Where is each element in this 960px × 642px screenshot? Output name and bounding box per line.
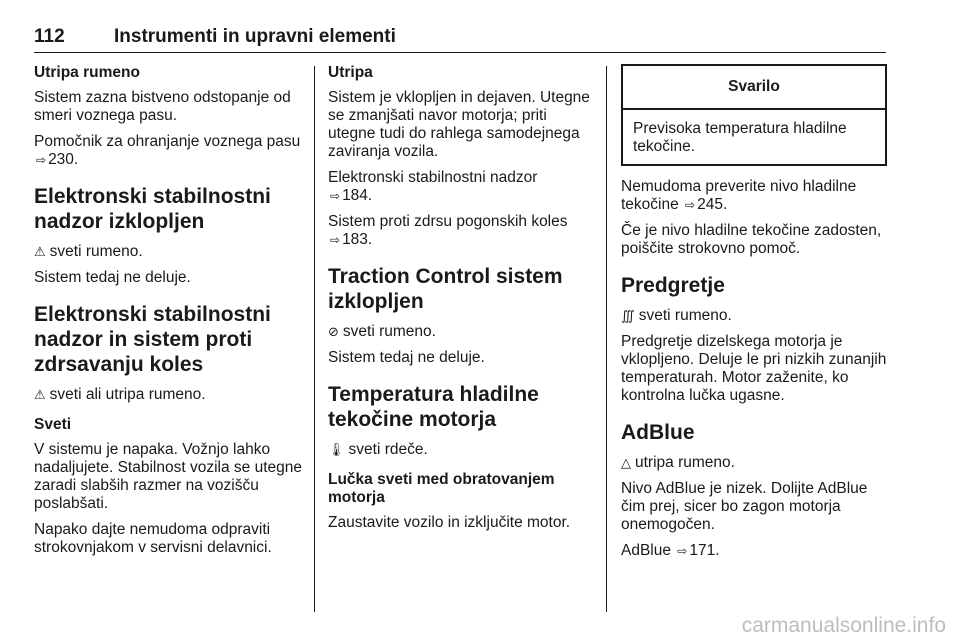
- text-lane-deviation: Sistem zazna bistveno odstopanje od smeri voznega pasu.: [34, 89, 291, 124]
- watermark: carmanualsonline.info: [741, 614, 946, 637]
- text-adblue-desc: Nivo AdBlue je nizek. Dolijte AdBlue čim prej, sicer bo zagon motorja onemogočen.: [621, 480, 868, 533]
- page-number: 112: [34, 26, 65, 47]
- text-fault-repair: Napako dajte nemudoma odpraviti strokovnjakom v servisni delavnici.: [34, 521, 272, 556]
- heading-esc-off: Elektronski stabilnostni nadzor izklopljen: [34, 185, 271, 233]
- ref-page[interactable]: 230.: [48, 151, 79, 168]
- column-1: [34, 64, 302, 565]
- heading-esc-tc: Elektronski stabilnostni nadzor in sistem proti zdrsavanju koles: [34, 303, 271, 376]
- text-esc-tc-status: ⚠ sveti ali utripa rumeno.: [34, 386, 206, 403]
- arrow-right-icon: ⇨: [330, 233, 341, 247]
- heading-adblue: AdBlue: [621, 421, 695, 444]
- ref-page[interactable]: 245.: [697, 196, 728, 213]
- text-coolant-status: 🌡 sveti rdeče.: [328, 441, 428, 458]
- coolant-temp-icon: 🌡: [328, 442, 345, 457]
- heading-tc-off: Traction Control sistem izklopljen: [328, 265, 563, 313]
- column-divider-1: [314, 66, 315, 612]
- text-preheat-status: ∭ sveti rumeno.: [621, 307, 732, 324]
- text-seek-help: Če je nivo hladilne tekočine zadosten, poiščite strokovno pomoč.: [621, 222, 882, 257]
- heading-preheat: Predgretje: [621, 274, 725, 297]
- text-fault: V sistemu je napaka. Vožnjo lahko nadaljujete. Stabilnost vozila se utegne zaradi slabših razmer na vozišču poslabšati.: [34, 441, 302, 512]
- page-title: Instrumenti in upravni elementi: [114, 26, 396, 47]
- text-adblue-ref: AdBlue ⇨ 171.: [621, 542, 720, 559]
- text-tc-off-desc: Sistem tedaj ne deluje.: [328, 349, 485, 366]
- text-esc-ref: Elektronski stabilnostni nadzor ⇨ 184.: [328, 169, 538, 204]
- text-adblue-status: △ utripa rumeno.: [621, 454, 735, 471]
- text-tc-off-status: ⊘ sveti rumeno.: [328, 323, 436, 340]
- warning-box: [621, 64, 887, 166]
- column-divider-2: [606, 66, 607, 612]
- heading-coolant-temp: Temperatura hladilne tekočine motorja: [328, 383, 539, 431]
- esc-tc-icon: ⚠: [34, 387, 46, 402]
- ref-text: Pomočnik za ohranjanje voznega pasu: [34, 133, 301, 150]
- text-esc-off-status: ⚠ sveti rumeno.: [34, 243, 143, 260]
- text-tc-ref: Sistem proti zdrsu pogonskih koles ⇨ 183.: [328, 213, 568, 248]
- warning-body: Previsoka temperatura hladilne tekočine.: [633, 120, 847, 155]
- text-esc-off-desc: Sistem tedaj ne deluje.: [34, 269, 191, 286]
- column-2: [328, 64, 590, 540]
- heading-flash-yellow: Utripa rumeno: [34, 64, 140, 81]
- arrow-right-icon: ⇨: [685, 198, 696, 212]
- text-stop-vehicle: Zaustavite vozilo in izključite motor.: [328, 514, 571, 531]
- arrow-right-icon: ⇨: [677, 544, 688, 558]
- heading-lit: Sveti: [34, 416, 72, 433]
- page-header: [34, 26, 886, 54]
- text-system-active: Sistem je vklopljen in dejaven. Utegne se zmanjšati navor motorja; priti utegne tudi do rahlega samodejnega zaviranja vozila.: [328, 89, 590, 160]
- heading-lit-running: Lučka sveti med obratovanjem motorja: [328, 471, 555, 506]
- esc-off-icon: ⚠: [34, 244, 46, 259]
- text-check-coolant: Nemudoma preverite nivo hladilne tekočine ⇨ 245.: [621, 178, 857, 213]
- column-3: [621, 64, 887, 568]
- warning-title: Svarilo: [623, 66, 885, 110]
- text-preheat-desc: Predgretje dizelskega motorja je vklopljeno. Deluje le pri nizkih zunanjih temperaturah. Motor zaženite, ko kontrolna lučka ugasne.: [621, 333, 887, 404]
- ref-page[interactable]: 184.: [342, 187, 373, 204]
- ref-page[interactable]: 183.: [342, 231, 373, 248]
- arrow-right-icon: ⇨: [36, 153, 47, 167]
- header-divider: [34, 52, 886, 53]
- adblue-icon: △: [621, 455, 631, 470]
- preheat-icon: ∭: [621, 308, 635, 323]
- ref-page[interactable]: 171.: [689, 542, 720, 559]
- text-lane-assist-ref: [34, 133, 302, 169]
- heading-flash: Utripa: [328, 64, 373, 81]
- arrow-right-icon: ⇨: [330, 189, 341, 203]
- tc-off-icon: ⊘: [328, 324, 339, 339]
